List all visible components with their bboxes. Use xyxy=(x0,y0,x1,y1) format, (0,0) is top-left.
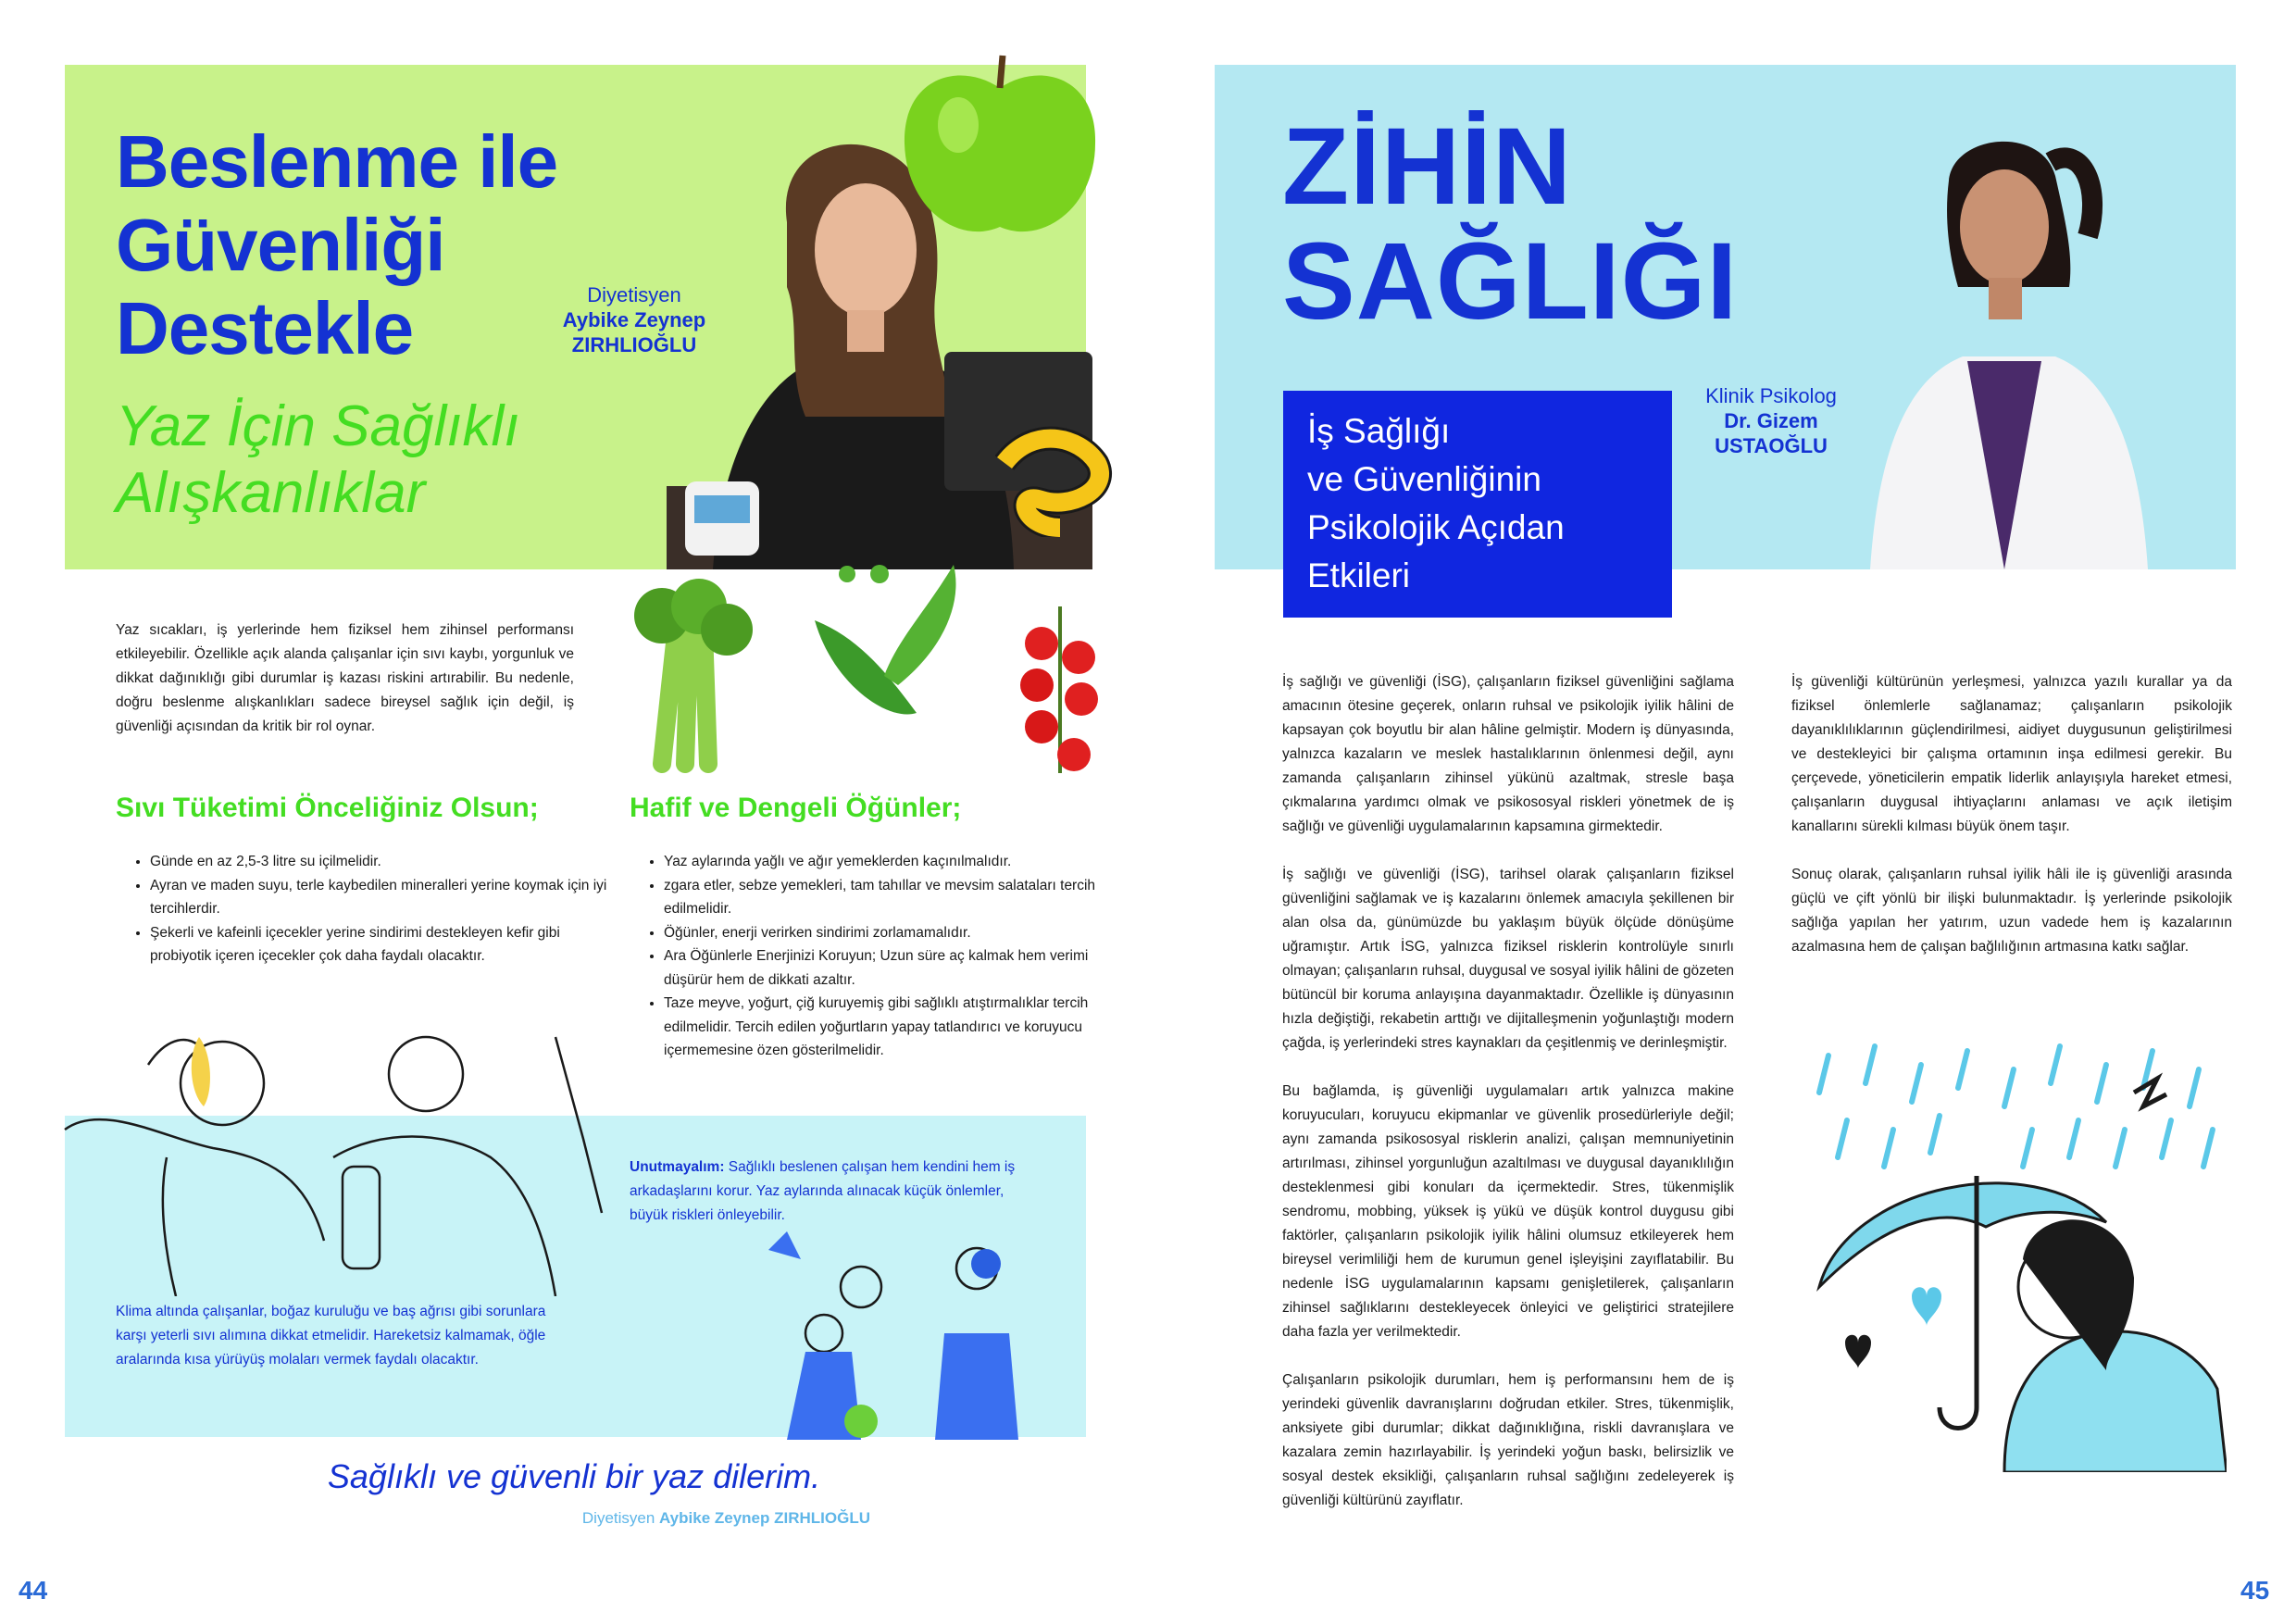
panel-line: İş Sağlığı xyxy=(1307,412,1451,450)
page-number-left: 44 xyxy=(19,1576,48,1605)
subtitle-line: Alışkanlıklar xyxy=(116,461,426,525)
list-item: • zgara etler, sebze yemekleri, tam tahıllar ve mevsim salataları tercih edilmelidir. xyxy=(664,874,1122,921)
panel-line: Psikolojik Açıdan xyxy=(1307,508,1565,546)
list-item: • Ara Öğünlerle Enerjinizi Koruyun; Uzun süre aç kalmak hem verimi düşürür hem de dikkati azaltır. xyxy=(664,944,1122,992)
psychologist-portrait xyxy=(1842,125,2166,569)
right-page-title xyxy=(1282,106,1801,343)
dietitian-byline xyxy=(528,282,741,357)
panel-line: Etkileri xyxy=(1307,556,1411,594)
author-role: Klinik Psikolog xyxy=(1705,384,1837,407)
title-line: SAĞLIĞI xyxy=(1282,220,1739,343)
green-apple-icon xyxy=(893,37,1106,250)
page-number-right: 45 xyxy=(2240,1576,2270,1605)
section-heading-hydration: Sıvı Tüketimi Önceliğiniz Olsun; xyxy=(116,793,539,823)
paragraph: Çalışanların psikolojik durumları, hem iş performansını hem de iş yerindeki güvenlik davranışlarını doğrudan etkiler. Stres, tükenmişlik, anksiyete gibi durumlar; dikkat dağınıklığına, riskli davranışlara ve kazalara zemin hazırlayabilir. İş yerindeki yoğun baskı, belirsizlik ve sosyal destek eksikliği, çalışanların ruhsal sağlığını zedeleyerek iş güvenliği kültürünü zayıflatır. xyxy=(1282,1372,1734,1508)
title-line: Destekle xyxy=(116,287,414,369)
title-line: Beslenme ile xyxy=(116,120,558,203)
author-first-name: Aybike Zeynep xyxy=(562,308,706,331)
paragraph: Sonuç olarak, çalışanların ruhsal iyilik hâli ile iş güvenliği arasında güçlü ve çift yönlü bir ilişki bulunmaktadır. İş yerlerinde psikolojik sağlığa yapılan her yatırım, uzun vadede hem iş kazalarının azalmasına hem de çalışan bağlılığının artmasına katkı sağlar. xyxy=(1791,867,2232,955)
subtitle-panel-text xyxy=(1307,407,1659,600)
measuring-tape-icon xyxy=(995,426,1116,537)
psychologist-byline xyxy=(1692,383,1850,458)
author-last-name: USTAOĞLU xyxy=(1715,434,1828,457)
hydration-list xyxy=(119,850,610,968)
left-page-subtitle xyxy=(116,394,634,527)
air-conditioning-note: Klima altında çalışanlar, boğaz kuruluğu ve baş ağrısı gibi sorunlara karşı yeterli sıvı alımına dikkat etmelidir. Hareketsiz kalmamak, öğle aralarında kısa yürüyüş molaları vermek faydalı olacaktır. xyxy=(116,1304,546,1368)
list-item: • Şekerli ve kafeinli içecekler yerine sindirimi destekleyen kefir gibi probiyotik içeren içecekler çok daha faydalı olacaktır. xyxy=(150,921,610,968)
paragraph: Bu bağlamda, iş güvenliği uygulamaları artık yalnızca makine koruyucuları, koruyucu ekipmanlar ve güvenlik prosedürleriyle değil; aynı zamanda psikososyal risklerin analizi, çalışan memnuniyetinin artırılması, zihinsel yorgunluğun azaltılması ve duygusal dayanıklılığın desteklenmesi gibi konuları da içermektedir. Stres, tükenmişlik sendromu, mobbing, yüksek iş yükü ve düşük kontrol duygusu gibi faktörler, çalışanların psikolojik iyilik hâlini olumsuz etkileyerek hem bireysel verimliliği hem de kurumun genel işleyişini zayıflatabilir. Bu nedenle İSG uygulamalarının kapsamı genişletilerek, çalışanların zihinsel sağlıklarını destekleyecek önleyici ve geliştirici stratejilere daha fazla yer verilmektedir. xyxy=(1282,1083,1734,1340)
section-heading-meals: Hafif ve Dengeli Öğünler; xyxy=(630,793,962,823)
subtitle-line: Yaz İçin Sağlıklı xyxy=(116,394,520,458)
reminder-note xyxy=(630,1156,1046,1228)
article-column-1 xyxy=(1282,670,1734,1537)
closing-wish: Sağlıklı ve güvenli bir yaz dilerim. xyxy=(327,1457,821,1495)
list-item: • Yaz aylarında yağlı ve ağır yemeklerden kaçınılmalıdır. xyxy=(664,850,1122,874)
signature-role: Diyetisyen xyxy=(581,1509,660,1527)
list-item: • Günde en az 2,5-3 litre su içilmelidir. xyxy=(150,850,610,874)
team-celebration-illustration xyxy=(750,1231,1083,1440)
paragraph: İş sağlığı ve güvenliği (İSG), tarihsel olarak çalışanların fiziksel güvenliğini sağlamak ve iş kazalarını önlemek amacıyla şekillenen bir alan olsa da, günümüzde bu yaklaşım büyük ölçüde dönüşüme uğramıştır. Artık İSG, yalnızca fiziksel risklerin kontrolüyle sınırlı olmayan; çalışanların ruhsal, duygusal ve sosyal iyilik hâlini de gözeten bütüncül bir koruma anlayışına dayanmaktadır. Özellikle iş dünyasının hızla değiştiği, rekabetin arttığı ve dijitalleşmenin yoğunlaştığı modern çağda, iş yerlerindeki stres kaynakları da çeşitlenmiş ve derinleşmiştir. xyxy=(1282,867,1734,1051)
umbrella-rain-illustration xyxy=(1791,1037,2227,1472)
reminder-text: Sağlıklı beslenen çalışan hem kendini hem iş arkadaşlarını korur. Yaz aylarında alınacak küçük önlemler, büyük riskleri önleyebilir. xyxy=(630,1159,1016,1223)
title-line: ZİHİN xyxy=(1282,106,1573,228)
closing-signature xyxy=(518,1509,870,1528)
title-line: Güvenliği xyxy=(116,204,445,286)
signature-name: Aybike Zeynep ZIRHLIOĞLU xyxy=(659,1509,870,1527)
sweating-workers-illustration xyxy=(28,1000,620,1296)
intro-paragraph: Yaz sıcakları, iş yerlerinde hem fiziksel hem zihinsel performansı etkileyebilir. Özellikle açık alanda çalışanlar için sıvı kaybı, yorgunluk ve dikkat dağınıklığı gibi durumlar iş kazası riskini artırabilir. Bu nedenle, doğru beslenme alışkanlıkları sadece bireysel sağlık için değil, iş güvenliği açısından da kritik bir rol oynar. xyxy=(116,622,574,734)
celery-icon xyxy=(606,579,773,773)
article-column-2 xyxy=(1791,670,2232,983)
list-item: • Ayran ve maden suyu, terle kaybedilen mineralleri yerine koymak için iyi tercihlerdir. xyxy=(150,874,610,921)
list-item: • Taze meyve, yoğurt, çiğ kuruyemiş gibi sağlıklı atıştırmalıklar tercih edilmelidir. Tercih edilen yoğurtların yapay tatlandırıcı ve koruyucu içermemesine özen gösterilmelidir. xyxy=(664,992,1122,1063)
author-last-name: ZIRHLIOĞLU xyxy=(571,333,697,356)
author-role: Diyetisyen xyxy=(587,283,681,306)
paragraph: İş sağlığı ve güvenliği (İSG), çalışanların fiziksel güvenliğini sağlama amacının ötesine geçerek, onların ruhsal ve psikolojik iyilik hâlini de kapsayan çok boyutlu bir alan hâline gelmiştir. Modern iş dünyasında, yalnızca kazaların ve meslek hastalıklarının önlenmesi değil, aynı zamanda çalışanların zihinsel yükünü azaltmak, stresle başa çıkmalarına yardımcı olmak ve psikososyal riskleri yönetmek de iş sağlığı ve güvenliği uygulamalarının kapsamına girmektedir. xyxy=(1282,674,1734,834)
panel-line: ve Güvenliğinin xyxy=(1307,460,1541,498)
list-item: • Öğünler, enerji verirken sindirimi zorlamamalıdır. xyxy=(664,921,1122,945)
pea-pod-icon xyxy=(796,556,972,731)
reminder-label: Unutmayalım: xyxy=(630,1159,725,1175)
cherry-tomato-icon xyxy=(1009,606,1111,792)
author-first-name: Dr. Gizem xyxy=(1724,409,1818,432)
paragraph: İş güvenliği kültürünün yerleşmesi, yalnızca yazılı kurallar ya da fiziksel önlemlerle sağlanamaz; çalışanların psikolojik dayanıklılıklarının güçlendirilmesi, aidiyet duygusunun geliştirilmesi ve destekleyici bir çalışma ortamının inşa edilmesi gerekir. Bu çerçevede, yöneticilerin empatik liderlik anlayışıyla hareket etmesi, çalışanların duygusal ihtiyaçlarını anlaması ve açık iletişim kanallarını sürekli kılması büyük önem taşır. xyxy=(1791,674,2232,834)
meals-list xyxy=(632,850,1122,1063)
